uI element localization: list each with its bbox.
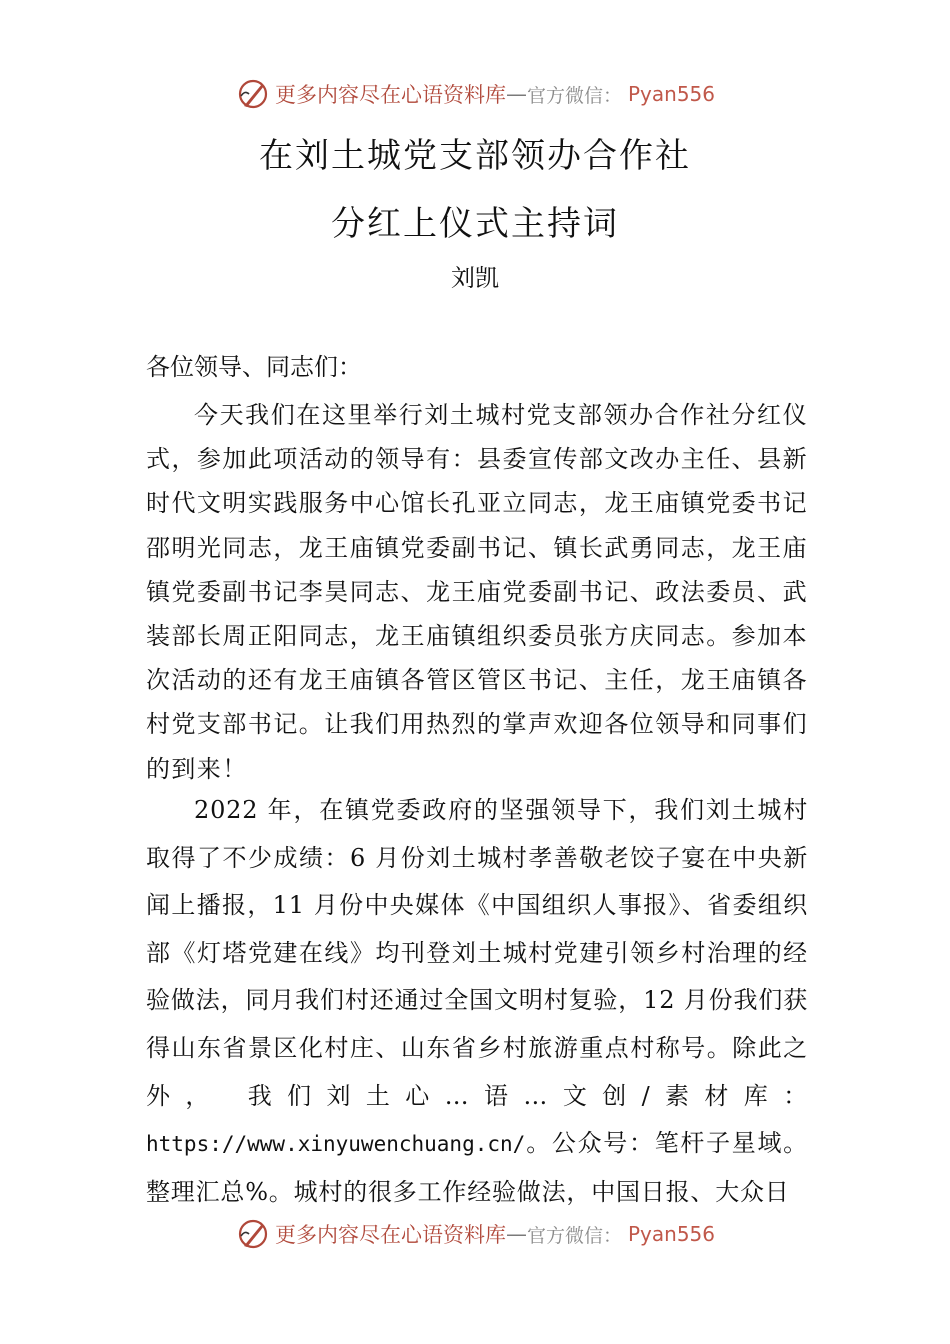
banner-dash: — — [505, 82, 527, 106]
header-banner — [0, 72, 950, 116]
banner-wechat-label: 官方微信： — [526, 84, 622, 107]
document-title-line2: 分红上仪式主持词 — [331, 204, 619, 244]
document-title-line1: 在刘土城党支部领办合作社 — [259, 136, 691, 176]
banner-brand-text: 更多内容尽在心语资料库 — [274, 1223, 506, 1247]
library-url-link[interactable]: https://www.xinyuwenchuang.cn/ — [146, 1132, 526, 1157]
paragraph-2-text-a: 2022 年，在镇党委政府的坚强领导下，我们刘土城村取得了不少成绩：6 月份刘土城村孝善敬老饺子宴在中央新闻上播报，11 月份中央媒体《中国组织人事报》、省委组织部《灯塔党建在线》均刊登刘土城村党建引领乡村治理的经验做法，同月我们村还通过全国文明村复验，12 月份我们获得山东省景区化村庄、山东省乡村旅游重点村称号。除此之外， 我们刘土心…语…文创/素材库： — [146, 796, 808, 1110]
salutation: 各位领导、同志们： — [146, 353, 362, 381]
paragraph-1: 今天我们在这里举行刘土城村党支部领办合作社分红仪式，参加此项活动的领导有：县委宣传部文改办主任、县新时代文明实践服务中心馆长孔亚立同志，龙王庙镇党委书记邵明光同志，龙王庙镇党委副书记、镇长武勇同志，龙王庙镇党委副书记李昊同志、龙王庙党委副书记、政法委员、武装部长周正阳同志，龙王庙镇组织委员张方庆同志。参加本次活动的还有龙王庙镇各管区管区书记、主任，龙王庙镇各村党支部书记。让我们用热烈的掌声欢迎各位领导和同事们的到来！ — [146, 401, 808, 783]
banner-wechat-id: Pyan556 — [628, 82, 716, 106]
banner-brand-text: 更多内容尽在心语资料库 — [274, 83, 506, 107]
banner-wechat-label: 官方微信： — [526, 1224, 622, 1247]
paragraph-2-text-b: 。公众号：笔杆子星域。整理汇总%。城村的很多工作经验做法，中国日报、大众日 — [146, 1129, 808, 1206]
document-author: 刘凯 — [451, 264, 499, 292]
quill-pen-logo-icon — [235, 1216, 271, 1252]
paragraph-2 — [146, 787, 808, 1216]
banner-dash: — — [505, 1222, 527, 1246]
quill-pen-logo-icon — [235, 76, 271, 112]
banner-wechat-id: Pyan556 — [628, 1222, 716, 1246]
footer-banner — [0, 1212, 950, 1256]
